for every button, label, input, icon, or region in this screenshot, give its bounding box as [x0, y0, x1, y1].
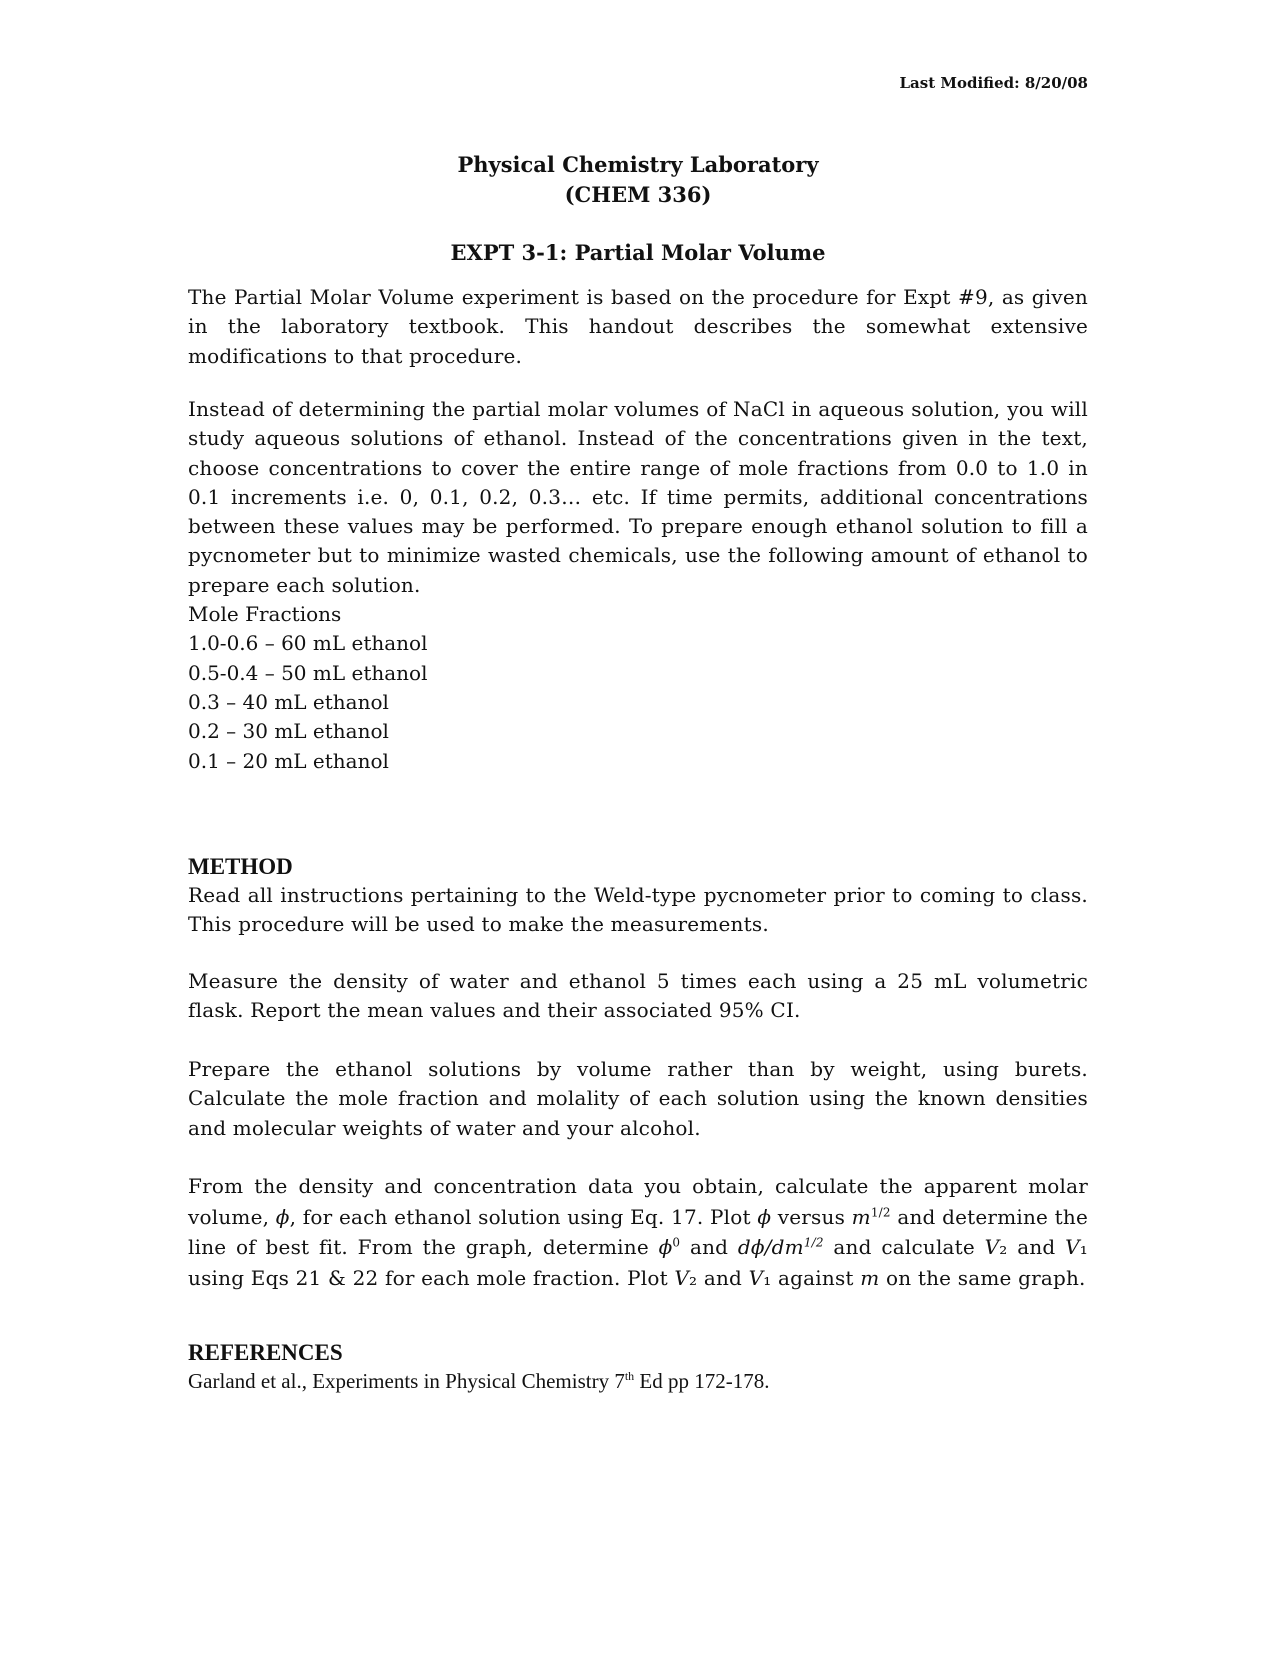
method-paragraph-2: Measure the density of water and ethanol 5 times each using a 25 mL volumetric flask. Report the mean values and their associated 95% CI.: [188, 969, 1088, 1023]
method-paragraph-3: Prepare the ethanol solutions by volume rather than by weight, using burets. Calculate the mole fraction and molality of each solution using the known densities and molecular weights of water and your alcohol.: [188, 1057, 1088, 1140]
method-heading: METHOD: [188, 854, 293, 879]
references-section: [188, 1338, 1088, 1396]
intro-section: [188, 283, 1088, 371]
references-heading: REFERENCES: [188, 1340, 343, 1365]
experiment-title: EXPT 3-1: Partial Molar Volume: [450, 240, 826, 265]
reference-entry: Garland et al., Experiments in Physical Chemistry 7th Ed pp 172-178.: [188, 1369, 770, 1393]
list-item: 0.1 – 20 mL ethanol: [188, 748, 389, 773]
method-section-4: [188, 1171, 1088, 1293]
list-item: 0.3 – 40 mL ethanol: [188, 689, 389, 714]
method-section-2: [188, 967, 1088, 1026]
last-modified-date: Last Modified: 8/20/08: [899, 74, 1088, 92]
intro-paragraph-1: The Partial Molar Volume experiment is based on the procedure for Expt #9, as given in the laboratory textbook. This handout describes the somewhat extensive modifications to that procedure.: [188, 285, 1088, 368]
method-section-3: [188, 1055, 1088, 1143]
method-paragraph-1: Read all instructions pertaining to the Weld-type pycnometer prior to coming to class. This procedure will be used to make the measurements.: [188, 883, 1088, 937]
mole-fractions-header: Mole Fractions: [188, 602, 342, 627]
method-paragraph-4: From the density and concentration data you obtain, calculate the apparent molar volume, ϕ, for each ethanol solution using Eq. 17. Plot ϕ versus $m^{1/2}$ and determine the line of best fit. From the graph, determine $\phi^0$ and $d\phi/dm^{1/2}$ and calculate V₂ and V₁ using Eqs 21 & 22 for each mole fraction. Plot V₂ and V₁ against m on the same graph.: [188, 1174, 1089, 1290]
method-section: [188, 852, 1088, 940]
list-item: 1.0-0.6 – 60 mL ethanol: [188, 631, 428, 656]
lab-title: Physical Chemistry Laboratory: [457, 152, 819, 177]
intro-paragraph-2: Instead of determining the partial molar volumes of NaCl in aqueous solution, you will study aqueous solutions of ethanol. Instead of the concentrations given in the text, choose concentrations to cover the entire range of mole fractions from 0.0 to 1.0 in 0.1 increments i.e. 0, 0.1, 0.2, 0.3… etc. If time permits, additional concentrations between these values may be performed. To prepare enough ethanol solution to fill a pycnometer but to minimize wasted chemicals, use the following amount of ethanol to prepare each solution.: [188, 397, 1088, 597]
list-item: 0.5-0.4 – 50 mL ethanol: [188, 660, 428, 685]
course-code: (CHEM 336): [564, 182, 712, 207]
intro-section-2: [188, 395, 1088, 776]
list-item: 0.2 – 30 mL ethanol: [188, 719, 389, 744]
course-title: [188, 150, 1088, 210]
